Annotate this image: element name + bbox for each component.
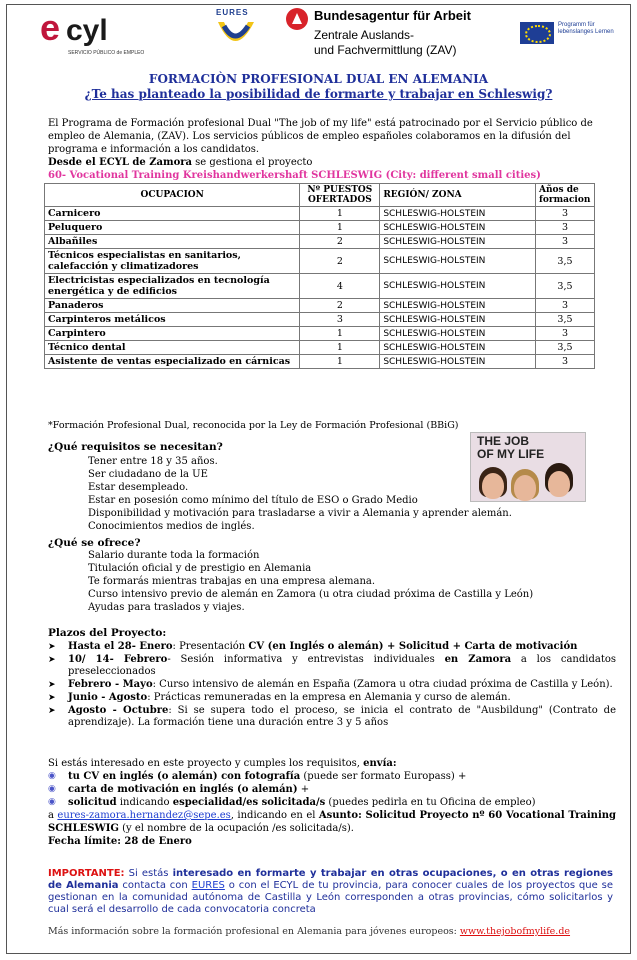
cell-anos: 3 bbox=[535, 207, 594, 221]
cell-region: SCHLESWIG-HOLSTEIN bbox=[380, 221, 536, 235]
footnote: *Formación Profesional Dual, reconocida por la Ley de Formación Profesional (BBiG) bbox=[48, 420, 459, 431]
send-item-letter bbox=[48, 783, 616, 796]
table-row bbox=[45, 235, 595, 249]
logo-bar bbox=[0, 0, 637, 62]
table-row bbox=[45, 221, 595, 235]
plazo-item bbox=[48, 654, 616, 678]
cell-anos: 3,5 bbox=[535, 249, 594, 274]
plazo-rest: a los candidatos preseleccionados bbox=[68, 654, 616, 677]
send-letter-bold: carta de motivación en inglés (o alemán) bbox=[68, 784, 298, 795]
table-row bbox=[45, 274, 595, 299]
send-cv-bold: tu CV en inglés (o alemán) con fotografía bbox=[68, 771, 301, 782]
send-app-mid: indicando bbox=[116, 797, 173, 808]
more-info bbox=[48, 926, 570, 937]
email-link[interactable]: eures-zamora.hernandez@sepe.es bbox=[57, 810, 231, 821]
cell-ocupacion: Técnico dental bbox=[45, 341, 300, 355]
send-intro-text: Si estás interesado en este proyecto y cumples los requisitos, bbox=[48, 758, 364, 769]
send-app-bold: solicitud bbox=[68, 797, 117, 808]
cell-region: SCHLESWIG-HOLSTEIN bbox=[380, 299, 536, 313]
cell-ocupacion: Carpinteros metálicos bbox=[45, 313, 300, 327]
important-b1: interesado en formarte y trabajar en otras ocupaciones, o en otras regiones de Alemania bbox=[48, 868, 613, 891]
cell-anos: 3 bbox=[535, 299, 594, 313]
deadline-text: Fecha límite: 28 de Enero bbox=[48, 836, 192, 847]
occupation-table bbox=[44, 183, 595, 369]
ecyl-logo-text: cyl bbox=[66, 14, 108, 47]
important-t2: contacta con bbox=[118, 880, 192, 891]
plazo-lead: Hasta el 28- Enero bbox=[68, 641, 173, 652]
page-subtitle: ¿Te has planteado la posibilidad de formarte y trabajar en Schleswig? bbox=[84, 87, 553, 101]
zamora-bold: Desde el ECYL de Zamora bbox=[48, 157, 192, 168]
eu-lll-logo bbox=[520, 22, 612, 44]
list-item: Tener entre 18 y 35 años. bbox=[88, 456, 218, 467]
deadline bbox=[48, 835, 616, 848]
plazo-text: : Prácticas remuneradas en la empresa en Alemania y curso de alemán. bbox=[147, 692, 511, 703]
send-intro-bold: envía: bbox=[363, 758, 397, 769]
plazo-b2: CV (en Inglés o alemán) + Solicitud + Carta de motivación bbox=[248, 641, 578, 652]
cell-puestos: 2 bbox=[300, 299, 380, 313]
plazo-lead: 10/ 14- Febrero bbox=[68, 654, 168, 665]
list-item: Estar en posesión como mínimo del título de ESO o Grado Medio bbox=[88, 495, 418, 506]
cell-puestos: 1 bbox=[300, 341, 380, 355]
page-title: FORMACIÒN PROFESIONAL DUAL EN ALEMANIA bbox=[148, 72, 489, 86]
header-region: REGIÓN/ ZONA bbox=[380, 184, 536, 207]
website-link[interactable]: www.thejobofmylife.de bbox=[459, 926, 571, 937]
plazos-list bbox=[48, 641, 616, 730]
list-item: Conocimientos medios de inglés. bbox=[88, 521, 255, 532]
cell-ocupacion: Panaderos bbox=[45, 299, 300, 313]
plazo-text: : Presentación bbox=[172, 641, 249, 652]
cell-ocupacion: Electricistas especializados en tecnología energética y de edificios bbox=[45, 274, 300, 299]
important-note bbox=[48, 868, 613, 916]
send-letter-rest: + bbox=[297, 784, 310, 795]
requirements-heading: ¿Qué requisitos se necesitan? bbox=[48, 441, 223, 453]
list-item: Titulación oficial y de prestigio en Alemania bbox=[88, 563, 312, 574]
list-item: Ser ciudadano de la UE bbox=[88, 469, 208, 480]
cell-anos: 3,5 bbox=[535, 274, 594, 299]
plazo-lead: Junio - Agosto bbox=[68, 692, 148, 703]
plazo-text: : Curso intensivo de alemán en España (Zamora u otra ciudad próxima de Castilla y León). bbox=[152, 679, 613, 690]
job-of-my-life-image bbox=[470, 432, 586, 502]
cell-puestos: 1 bbox=[300, 221, 380, 235]
important-t3: o con el ECYL de tu provincia, para conocer cuales de los proyectos que se gestionan en la comunidad autónoma de Castilla y León corresponden a otras provincias, cómo solicitarlos y cual será el desarrollo de cada convocatoria concreta bbox=[48, 880, 613, 915]
send-a: a bbox=[48, 810, 58, 821]
ba-subtitle-1: Zentrale Auslands- bbox=[314, 28, 415, 42]
ba-emblem-icon bbox=[286, 8, 308, 30]
plazo-b2: en Zamora bbox=[444, 654, 512, 665]
send-item-application bbox=[48, 796, 616, 809]
more-info-text: Más información sobre la formación profesional en Alemania para jóvenes europeos: bbox=[48, 926, 460, 937]
cell-region: SCHLESWIG-HOLSTEIN bbox=[380, 341, 536, 355]
cell-puestos: 1 bbox=[300, 355, 380, 369]
important-t1: Si estás bbox=[124, 868, 173, 879]
cell-anos: 3,5 bbox=[535, 341, 594, 355]
cell-ocupacion: Peluquero bbox=[45, 221, 300, 235]
send-email-line bbox=[48, 809, 616, 835]
plazo-item bbox=[48, 641, 616, 653]
job-image-title bbox=[477, 435, 544, 461]
ecyl-logo-e: e bbox=[40, 7, 61, 48]
cell-region: SCHLESWIG-HOLSTEIN bbox=[380, 313, 536, 327]
ecyl-logo bbox=[40, 7, 160, 60]
send-cv-rest: (puede ser formato Europass) + bbox=[300, 771, 467, 782]
table-row bbox=[45, 299, 595, 313]
list-item: Salario durante toda la formación bbox=[88, 550, 260, 561]
zamora-rest: se gestiona el proyecto bbox=[192, 157, 313, 168]
job-image-line2: OF MY LIFE bbox=[477, 447, 545, 461]
plazo-item bbox=[48, 692, 616, 704]
list-item: Disponibilidad y motivación para trasladarse a vivir a Alemania y aprender alemán. bbox=[88, 508, 512, 519]
important-label: IMPORTANTE: bbox=[48, 868, 125, 879]
cell-puestos: 2 bbox=[300, 249, 380, 274]
cell-ocupacion: Albañiles bbox=[45, 235, 300, 249]
send-item-cv bbox=[48, 770, 616, 783]
send-mid: , indicando en el bbox=[230, 810, 319, 821]
cell-ocupacion: Asistente de ventas especializado en cárnicas bbox=[45, 355, 300, 369]
header-anos: Años de formacion bbox=[535, 184, 594, 207]
send-app-bold2: especialidad/es solicitada/s bbox=[172, 797, 326, 808]
cell-region: SCHLESWIG-HOLSTEIN bbox=[380, 355, 536, 369]
ecyl-logo-subtitle: SERVICIO PÚBLICO de EMPLEO bbox=[68, 50, 145, 56]
header-puestos: Nº PUESTOS OFERTADOS bbox=[300, 184, 380, 207]
job-image-line1: THE JOB bbox=[477, 434, 530, 448]
plazo-lead: Febrero - Mayo bbox=[68, 679, 153, 690]
cell-region: SCHLESWIG-HOLSTEIN bbox=[380, 249, 536, 274]
eures-link[interactable]: EURES bbox=[191, 880, 225, 891]
cell-puestos: 3 bbox=[300, 313, 380, 327]
table-row bbox=[45, 249, 595, 274]
cell-anos: 3 bbox=[535, 355, 594, 369]
cell-anos: 3 bbox=[535, 221, 594, 235]
ba-logo bbox=[286, 6, 516, 56]
offer-list bbox=[88, 549, 533, 614]
cell-ocupacion: Técnicos especialistas en sanitarios, calefacción y climatizadores bbox=[45, 249, 300, 274]
cell-region: SCHLESWIG-HOLSTEIN bbox=[380, 274, 536, 299]
eu-lll-text: Programm für lebenslanges Lernen bbox=[558, 22, 614, 35]
cell-puestos: 2 bbox=[300, 235, 380, 249]
cell-region: SCHLESWIG-HOLSTEIN bbox=[380, 207, 536, 221]
list-item: Estar desempleado. bbox=[88, 482, 189, 493]
eu-flag-icon bbox=[520, 22, 554, 44]
header-ocupacion: OCUPACION bbox=[45, 184, 300, 207]
cell-anos: 3,5 bbox=[535, 313, 594, 327]
cell-anos: 3 bbox=[535, 327, 594, 341]
plazos-heading: Plazos del Proyecto: bbox=[48, 627, 167, 639]
cell-region: SCHLESWIG-HOLSTEIN bbox=[380, 327, 536, 341]
list-item: Te formarás mientras trabajas en una empresa alemana. bbox=[88, 576, 376, 587]
plazo-item bbox=[48, 705, 616, 729]
program-title: 60- Vocational Training Kreishandwerkershaft SCHLESWIG (City: different small cities) bbox=[48, 170, 541, 181]
eures-logo-text: EURES bbox=[216, 8, 249, 17]
table-row bbox=[45, 341, 595, 355]
send-asunto: Asunto: Solicitud Proyecto nº 60 Vocational Training SCHLESWIG bbox=[48, 810, 617, 834]
ba-subtitle-2: und Fachvermittlung (ZAV) bbox=[314, 43, 457, 57]
cell-puestos: 1 bbox=[300, 207, 380, 221]
send-intro bbox=[48, 757, 616, 770]
cell-ocupacion: Carpintero bbox=[45, 327, 300, 341]
plazo-lead: Agosto - Octubre bbox=[68, 705, 169, 716]
cell-ocupacion: Carnicero bbox=[45, 207, 300, 221]
intro-paragraph bbox=[48, 117, 616, 156]
list-item: Curso intensivo previo de alemán en Zamora (u otra ciudad próxima de Castilla y León) bbox=[88, 589, 534, 600]
table-row bbox=[45, 313, 595, 327]
table-row bbox=[45, 327, 595, 341]
list-item: Ayudas para traslados y viajes. bbox=[88, 602, 245, 613]
offer-heading: ¿Qué se ofrece? bbox=[48, 537, 141, 549]
plazo-text: : Si se supera todo el proceso, se inicia el contrato de "Ausbildung" (Contrato de aprendizaje). La formación tiene una duración entre 3 y 5 años bbox=[68, 705, 616, 728]
send-tail: (y el nombre de la ocupación /es solicitada/s). bbox=[118, 823, 354, 834]
cell-puestos: 4 bbox=[300, 274, 380, 299]
table-row bbox=[45, 207, 595, 221]
zamora-line bbox=[48, 157, 312, 168]
cell-anos: 3 bbox=[535, 235, 594, 249]
cell-region: SCHLESWIG-HOLSTEIN bbox=[380, 235, 536, 249]
send-app-rest: (puedes pedirla en tu Oficina de empleo) bbox=[325, 797, 536, 808]
eures-emblem-icon bbox=[210, 16, 260, 66]
send-section bbox=[48, 757, 616, 848]
ba-title: Bundesagentur für Arbeit bbox=[314, 8, 471, 23]
plazo-item bbox=[48, 679, 616, 691]
table-row bbox=[45, 355, 595, 369]
plazo-text: - Sesión informativa y entrevistas individuales bbox=[167, 654, 445, 665]
table-header-row bbox=[45, 184, 595, 207]
intro-text: El Programa de Formación profesional Dual "The job of my life" está patrocinado por el Servicio público de empleo de Alemania, (ZAV). Los servicios públicos de empleo españoles colaboramos en la difusión del programa e información a los candidatos. bbox=[48, 118, 593, 155]
cell-puestos: 1 bbox=[300, 327, 380, 341]
requirements-list bbox=[88, 455, 512, 533]
eures-logo bbox=[210, 8, 260, 58]
